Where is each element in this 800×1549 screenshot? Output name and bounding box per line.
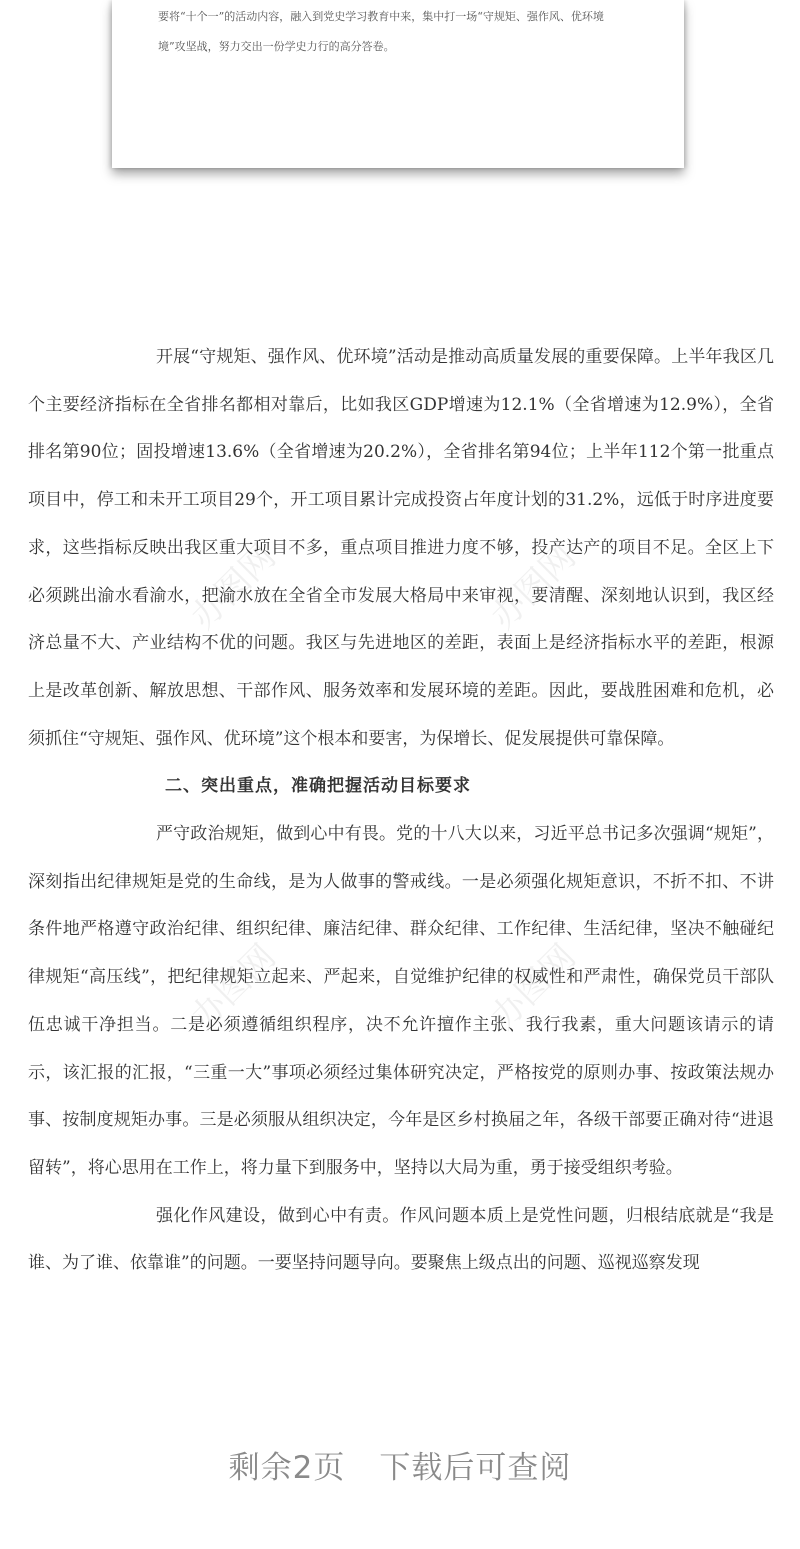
remaining-pages-label: 剩余2页 (228, 1450, 346, 1486)
card-text (158, 2, 648, 62)
watermark: 办图网 (183, 936, 284, 1038)
paragraph: 严守政治规矩，做到心中有畏。党的十八大以来，习近平总书记多次强调“规矩”，深刻指出纪律规矩是党的生命线，是为人做事的警戒线。一是必须强化规矩意识，不折不扣、不讲条件地严格遵守政治纪律、组织纪律、廉洁纪律、群众纪律、工作纪律、生活纪律，坚决不触碰纪律规矩“高压线”，把纪律规矩立起来、严起来，自觉维护纪律的权威性和严肃性，确保党员干部队伍忠诚干净担当。二是必须遵循组织程序，决不允许擅作主张、我行我素，重大问题该请示的请示，该汇报的汇报，“三重一大”事项必须经过集体研究决定，严格按党的原则办事、按政策法规办事、按制度规矩办事。三是必须服从组织决定，今年是区乡村换届之年，各级干部要正确对待“进退留转”，将心思用在工作上，将力量下到服务中，坚持以大局为重，勇于接受组织考验。 (28, 824, 774, 1178)
watermark: 办图网 (483, 936, 584, 1038)
card-line-2: 境”攻坚战，努力交出一份学史力行的高分答卷。 (158, 40, 395, 53)
watermark: 办图网 (183, 536, 284, 638)
paragraph: 强化作风建设，做到心中有责。作风问题本质上是党性问题，归根结底就是“我是谁、为了谁、依靠谁”的问题。一要坚持问题导向。要聚焦上级点出的问题、巡视巡察发现 (28, 1205, 774, 1274)
paragraph: 开展“守规矩、强作风、优环境”活动是推动高质量发展的重要保障。上半年我区几个主要经济指标在全省排名都相对靠后，比如我区GDP增速为12.1%（全省增速为12.9%），全省排名第90位；固投增速13.6%（全省增速为20.2%），全省排名第94位；上半年112个第一批重点项目中，停工和未开工项目29个，开工项目累计完成投资占年度计划的31.2%，远低于时序进度要求，这些指标反映出我区重大项目不多，重点项目推进力度不够，投产达产的项目不足。全区上下必须跳出渝水看渝水，把渝水放在全省全市发展大格局中来审视，要清醒、深刻地认识到，我区经济总量不大、产业结构不优的问题。我区与先进地区的差距，表面上是经济指标水平的差距，根源上是改革创新、解放思想、干部作风、服务效率和发展环境的差距。因此，要战胜困难和危机，必须抓住“守规矩、强作风、优环境”这个根本和要害，为保增长、促发展提供可靠保障。 (28, 347, 774, 749)
download-to-view-label: 下载后可查阅 (379, 1450, 572, 1486)
document-body (28, 334, 774, 1288)
download-prompt[interactable] (0, 1442, 800, 1487)
section-heading: 二、突出重点，准确把握活动目标要求 (165, 776, 471, 797)
preview-page-card (112, 0, 684, 168)
watermark: 办图网 (483, 536, 584, 638)
card-line-1: 要将“十个一”的活动内容，融入到党史学习教育中来，集中打一场“守规矩、强作风、优环境 (158, 10, 604, 23)
